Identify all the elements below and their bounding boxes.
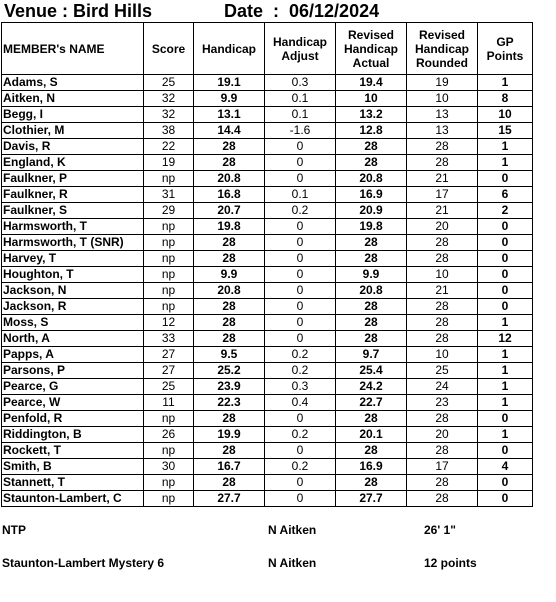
- cell-score: np: [144, 443, 194, 459]
- cell-points: 1: [478, 139, 533, 155]
- cell-handicap: 9.5: [194, 347, 265, 363]
- cell-adjust: 0: [265, 155, 336, 171]
- cell-name: Clothier, M: [2, 123, 144, 139]
- cell-actual: 28: [336, 315, 407, 331]
- table-row: [2, 347, 533, 363]
- cell-actual: 28: [336, 475, 407, 491]
- cell-score: np: [144, 171, 194, 187]
- cell-adjust: 0: [265, 235, 336, 251]
- cell-handicap: 9.9: [194, 267, 265, 283]
- cell-rounded: 28: [407, 299, 478, 315]
- table-row: [2, 395, 533, 411]
- cell-adjust: 0: [265, 315, 336, 331]
- cell-name: Harmsworth, T: [2, 219, 144, 235]
- cell-actual: 25.4: [336, 363, 407, 379]
- cell-score: np: [144, 235, 194, 251]
- cell-handicap: 20.8: [194, 171, 265, 187]
- cell-rounded: 17: [407, 459, 478, 475]
- table-row: [2, 91, 533, 107]
- table-row: [2, 283, 533, 299]
- cell-actual: 20.1: [336, 427, 407, 443]
- cell-rounded: 17: [407, 187, 478, 203]
- cell-points: 0: [478, 283, 533, 299]
- cell-points: 0: [478, 299, 533, 315]
- cell-adjust: 0: [265, 251, 336, 267]
- table-row: [2, 267, 533, 283]
- cell-name: Faulkner, P: [2, 171, 144, 187]
- cell-rounded: 28: [407, 315, 478, 331]
- table-row: [2, 203, 533, 219]
- cell-adjust: 0: [265, 443, 336, 459]
- cell-points: 10: [478, 107, 533, 123]
- cell-score: 29: [144, 203, 194, 219]
- cell-points: 0: [478, 443, 533, 459]
- cell-adjust: 0.2: [265, 203, 336, 219]
- cell-handicap: 28: [194, 299, 265, 315]
- cell-handicap: 28: [194, 331, 265, 347]
- cell-actual: 27.7: [336, 491, 407, 507]
- cell-handicap: 28: [194, 443, 265, 459]
- cell-adjust: 0.2: [265, 427, 336, 443]
- cell-points: 8: [478, 91, 533, 107]
- cell-rounded: 20: [407, 219, 478, 235]
- cell-points: 1: [478, 395, 533, 411]
- cell-points: 6: [478, 187, 533, 203]
- cell-rounded: 28: [407, 411, 478, 427]
- cell-actual: 28: [336, 411, 407, 427]
- mystery-winner: N Aitken: [268, 556, 317, 570]
- cell-points: 2: [478, 203, 533, 219]
- table-row: [2, 459, 533, 475]
- cell-actual: 19.4: [336, 75, 407, 91]
- cell-actual: 13.2: [336, 107, 407, 123]
- cell-rounded: 28: [407, 331, 478, 347]
- cell-rounded: 21: [407, 283, 478, 299]
- cell-name: Papps, A: [2, 347, 144, 363]
- cell-name: Rockett, T: [2, 443, 144, 459]
- cell-actual: 28: [336, 235, 407, 251]
- cell-handicap: 19.8: [194, 219, 265, 235]
- cell-adjust: 0.2: [265, 347, 336, 363]
- cell-score: 11: [144, 395, 194, 411]
- cell-points: 0: [478, 267, 533, 283]
- cell-rounded: 20: [407, 427, 478, 443]
- cell-score: 25: [144, 75, 194, 91]
- col-header-score: Score: [144, 23, 194, 75]
- cell-rounded: 13: [407, 107, 478, 123]
- cell-actual: 16.9: [336, 459, 407, 475]
- cell-score: 30: [144, 459, 194, 475]
- cell-handicap: 16.8: [194, 187, 265, 203]
- cell-name: Pearce, G: [2, 379, 144, 395]
- cell-rounded: 23: [407, 395, 478, 411]
- cell-handicap: 28: [194, 235, 265, 251]
- cell-name: Smith, B: [2, 459, 144, 475]
- col-header-handicap: Handicap: [194, 23, 265, 75]
- table-row: [2, 75, 533, 91]
- cell-rounded: 28: [407, 443, 478, 459]
- cell-actual: 16.9: [336, 187, 407, 203]
- cell-adjust: 0: [265, 139, 336, 155]
- cell-points: 1: [478, 363, 533, 379]
- cell-rounded: 28: [407, 155, 478, 171]
- col-header-name: MEMBER's NAME: [2, 23, 144, 75]
- cell-points: 1: [478, 315, 533, 331]
- table-row: [2, 491, 533, 507]
- cell-rounded: 10: [407, 267, 478, 283]
- cell-rounded: 21: [407, 203, 478, 219]
- cell-actual: 28: [336, 299, 407, 315]
- results-table: [1, 22, 533, 507]
- cell-actual: 28: [336, 139, 407, 155]
- cell-score: 22: [144, 139, 194, 155]
- cell-handicap: 25.2: [194, 363, 265, 379]
- cell-name: Adams, S: [2, 75, 144, 91]
- cell-adjust: 0: [265, 331, 336, 347]
- cell-actual: 22.7: [336, 395, 407, 411]
- cell-name: Begg, I: [2, 107, 144, 123]
- cell-adjust: -1.6: [265, 123, 336, 139]
- cell-score: 31: [144, 187, 194, 203]
- table-row: [2, 171, 533, 187]
- cell-score: 32: [144, 91, 194, 107]
- table-row: [2, 299, 533, 315]
- cell-handicap: 9.9: [194, 91, 265, 107]
- cell-actual: 20.9: [336, 203, 407, 219]
- cell-score: np: [144, 267, 194, 283]
- cell-adjust: 0.1: [265, 107, 336, 123]
- cell-name: Moss, S: [2, 315, 144, 331]
- cell-name: Jackson, N: [2, 283, 144, 299]
- table-row: [2, 251, 533, 267]
- cell-actual: 9.7: [336, 347, 407, 363]
- cell-points: 1: [478, 379, 533, 395]
- cell-actual: 28: [336, 331, 407, 347]
- cell-actual: 28: [336, 251, 407, 267]
- col-header-adjust: Handicap Adjust: [265, 23, 336, 75]
- cell-rounded: 19: [407, 75, 478, 91]
- cell-score: 32: [144, 107, 194, 123]
- cell-handicap: 28: [194, 411, 265, 427]
- table-body: [2, 75, 533, 507]
- cell-actual: 12.8: [336, 123, 407, 139]
- table-row: [2, 331, 533, 347]
- cell-score: np: [144, 283, 194, 299]
- cell-name: Riddington, B: [2, 427, 144, 443]
- cell-handicap: 13.1: [194, 107, 265, 123]
- cell-actual: 20.8: [336, 171, 407, 187]
- cell-rounded: 10: [407, 347, 478, 363]
- cell-rounded: 13: [407, 123, 478, 139]
- cell-points: 0: [478, 475, 533, 491]
- cell-actual: 19.8: [336, 219, 407, 235]
- cell-points: 1: [478, 75, 533, 91]
- cell-rounded: 25: [407, 363, 478, 379]
- cell-name: Davis, R: [2, 139, 144, 155]
- cell-actual: 10: [336, 91, 407, 107]
- cell-score: np: [144, 491, 194, 507]
- cell-name: Faulkner, R: [2, 187, 144, 203]
- cell-actual: 24.2: [336, 379, 407, 395]
- cell-handicap: 19.9: [194, 427, 265, 443]
- table-row: [2, 107, 533, 123]
- cell-actual: 9.9: [336, 267, 407, 283]
- ntp-label: NTP: [2, 523, 26, 537]
- col-header-rounded: Revised Handicap Rounded: [407, 23, 478, 75]
- date-title: Date : 06/12/2024: [224, 1, 380, 21]
- cell-score: 33: [144, 331, 194, 347]
- cell-rounded: 28: [407, 491, 478, 507]
- cell-points: 0: [478, 411, 533, 427]
- cell-adjust: 0: [265, 491, 336, 507]
- cell-rounded: 21: [407, 171, 478, 187]
- cell-rounded: 24: [407, 379, 478, 395]
- table-row: [2, 187, 533, 203]
- cell-points: 0: [478, 171, 533, 187]
- cell-name: Stannett, T: [2, 475, 144, 491]
- table-row: [2, 363, 533, 379]
- cell-score: 12: [144, 315, 194, 331]
- cell-adjust: 0.1: [265, 91, 336, 107]
- cell-name: Penfold, R: [2, 411, 144, 427]
- cell-rounded: 28: [407, 475, 478, 491]
- cell-handicap: 22.3: [194, 395, 265, 411]
- col-header-actual: Revised Handicap Actual: [336, 23, 407, 75]
- mystery-label: Staunton-Lambert Mystery 6: [2, 556, 165, 570]
- cell-name: Staunton-Lambert, C: [2, 491, 144, 507]
- cell-actual: 28: [336, 443, 407, 459]
- table-row: [2, 139, 533, 155]
- cell-score: np: [144, 299, 194, 315]
- cell-score: 19: [144, 155, 194, 171]
- table-row: [2, 427, 533, 443]
- cell-name: Jackson, R: [2, 299, 144, 315]
- cell-adjust: 0.4: [265, 395, 336, 411]
- cell-score: 27: [144, 347, 194, 363]
- cell-score: np: [144, 251, 194, 267]
- cell-adjust: 0.3: [265, 379, 336, 395]
- table-row: [2, 379, 533, 395]
- cell-name: Harmsworth, T (SNR): [2, 235, 144, 251]
- cell-handicap: 28: [194, 315, 265, 331]
- venue-title: Venue : Bird Hills: [4, 1, 153, 21]
- cell-adjust: 0.1: [265, 187, 336, 203]
- cell-points: 1: [478, 347, 533, 363]
- cell-adjust: 0: [265, 283, 336, 299]
- cell-handicap: 20.8: [194, 283, 265, 299]
- ntp-value: 26' 1": [424, 523, 456, 537]
- table-row: [2, 219, 533, 235]
- cell-actual: 20.8: [336, 283, 407, 299]
- cell-rounded: 28: [407, 251, 478, 267]
- cell-name: England, K: [2, 155, 144, 171]
- cell-handicap: 23.9: [194, 379, 265, 395]
- cell-handicap: 14.4: [194, 123, 265, 139]
- cell-score: np: [144, 475, 194, 491]
- cell-name: North, A: [2, 331, 144, 347]
- cell-adjust: 0.2: [265, 459, 336, 475]
- cell-name: Pearce, W: [2, 395, 144, 411]
- cell-handicap: 28: [194, 139, 265, 155]
- table-row: [2, 155, 533, 171]
- cell-handicap: 28: [194, 155, 265, 171]
- table-row: [2, 411, 533, 427]
- cell-score: np: [144, 411, 194, 427]
- cell-handicap: 20.7: [194, 203, 265, 219]
- cell-handicap: 27.7: [194, 491, 265, 507]
- cell-handicap: 16.7: [194, 459, 265, 475]
- cell-adjust: 0.2: [265, 363, 336, 379]
- cell-name: Faulkner, S: [2, 203, 144, 219]
- cell-score: np: [144, 219, 194, 235]
- cell-name: Harvey, T: [2, 251, 144, 267]
- cell-points: 0: [478, 491, 533, 507]
- cell-name: Parsons, P: [2, 363, 144, 379]
- mystery-value: 12 points: [424, 556, 477, 570]
- cell-adjust: 0: [265, 475, 336, 491]
- cell-adjust: 0: [265, 171, 336, 187]
- cell-handicap: 28: [194, 251, 265, 267]
- table-header-row: [2, 23, 533, 75]
- cell-score: 26: [144, 427, 194, 443]
- col-header-points: GP Points: [478, 23, 533, 75]
- cell-points: 12: [478, 331, 533, 347]
- table-row: [2, 315, 533, 331]
- table-row: [2, 475, 533, 491]
- ntp-winner: N Aitken: [268, 523, 317, 537]
- cell-points: 1: [478, 155, 533, 171]
- table-row: [2, 443, 533, 459]
- cell-points: 0: [478, 235, 533, 251]
- cell-adjust: 0: [265, 267, 336, 283]
- cell-rounded: 28: [407, 235, 478, 251]
- table-row: [2, 235, 533, 251]
- cell-score: 25: [144, 379, 194, 395]
- cell-points: 1: [478, 427, 533, 443]
- cell-points: 4: [478, 459, 533, 475]
- table-row: [2, 123, 533, 139]
- cell-score: 27: [144, 363, 194, 379]
- cell-adjust: 0: [265, 411, 336, 427]
- cell-handicap: 19.1: [194, 75, 265, 91]
- cell-name: Aitken, N: [2, 91, 144, 107]
- cell-rounded: 28: [407, 139, 478, 155]
- cell-actual: 28: [336, 155, 407, 171]
- cell-points: 0: [478, 251, 533, 267]
- cell-adjust: 0.3: [265, 75, 336, 91]
- cell-adjust: 0: [265, 299, 336, 315]
- cell-adjust: 0: [265, 219, 336, 235]
- cell-points: 0: [478, 219, 533, 235]
- cell-score: 38: [144, 123, 194, 139]
- cell-handicap: 28: [194, 475, 265, 491]
- cell-name: Houghton, T: [2, 267, 144, 283]
- title-bar: [2, 0, 556, 22]
- cell-points: 15: [478, 123, 533, 139]
- cell-rounded: 10: [407, 91, 478, 107]
